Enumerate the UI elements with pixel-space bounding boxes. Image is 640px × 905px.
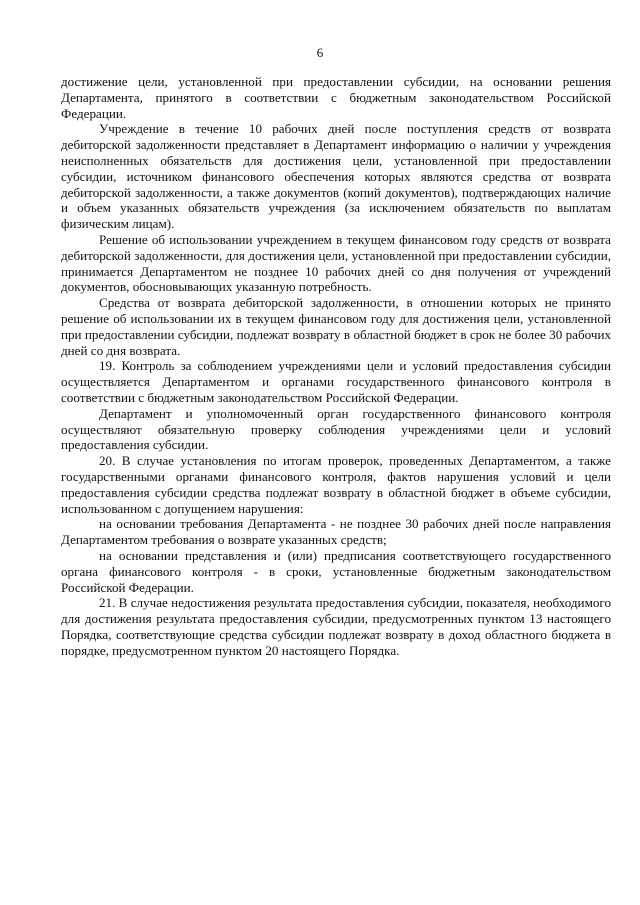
paragraph-item-19: 19. Контроль за соблюдением учреждениями цели и условий предоставления субсидии осуществляется Департаментом и органами государственного финансового контроля в соответствии с бюджетным законодательством Российской Федерации. — [61, 358, 611, 405]
paragraph-item-20: 20. В случае установления по итогам проверок, проведенных Департаментом, а также государственными органами финансового контроля, фактов нарушения условий и цели предоставления субсидии средства подлежат возврату в областной бюджет в объеме субсидии, использованном с допущением нарушения: — [61, 453, 611, 516]
paragraph-item-21: 21. В случае недостижения результата предоставления субсидии, показателя, необходимого для достижения результата предоставления субсидии, предусмотренных пунктом 13 настоящего Порядка, соответствующие средства субсидии подлежат возврату в доход областного бюджета в порядке, предусмотренном пунктом 20 настоящего Порядка. — [61, 595, 611, 658]
paragraph-debt-return-info: Учреждение в течение 10 рабочих дней после поступления средств от возврата дебиторской задолженности представляет в Департамент информацию о наличии у учреждения неисполненных обязательств для достижения цели, установленной при предоставлении субсидии, источником финансового обеспечения которых являются средства от возврата дебиторской задолженности, а также документов (копий документов), подтверждающих наличие и объем указанных обязательств учреждения (за исключением обязательств по выплатам физическим лицам). — [61, 121, 611, 232]
paragraph-funds-return: Средства от возврата дебиторской задолженности, в отношении которых не принято решение об использовании их в текущем финансовом году для достижения цели, установленной при предоставлении субсидии, подлежат возврату в областной бюджет в срок не более 30 рабочих дней со дня возврата. — [61, 295, 611, 358]
paragraph-control-body-order: на основании представления и (или) предписания соответствующего государственного органа финансового контроля - в сроки, установленные бюджетным законодательством Российской Федерации. — [61, 547, 611, 595]
document-body — [61, 74, 611, 658]
paragraph-mandatory-check: Департамент и уполномоченный орган государственного финансового контроля осуществляют обязательную проверку соблюдения учреждениями цели и условий предоставления субсидии. — [61, 405, 611, 453]
paragraph-department-requirement: на основании требования Департамента - не позднее 30 рабочих дней после направления Департаментом требования о возврате указанных средств; — [61, 516, 611, 548]
paragraph-usage-decision: Решение об использовании учреждением в текущем финансовом году средств от возврата дебиторской задолженности, для достижения цели, установленной при предоставлении субсидии, принимается Департаментом не позднее 10 рабочих дней со дня получения от учреждений документов, обосновывающих указанную потребность. — [61, 231, 611, 295]
paragraph-continuation: достижение цели, установленной при предоставлении субсидии, на основании решения Департамента, принятого в соответствии с бюджетным законодательством Российской Федерации. — [61, 74, 611, 121]
page-number: 6 — [316, 45, 324, 60]
